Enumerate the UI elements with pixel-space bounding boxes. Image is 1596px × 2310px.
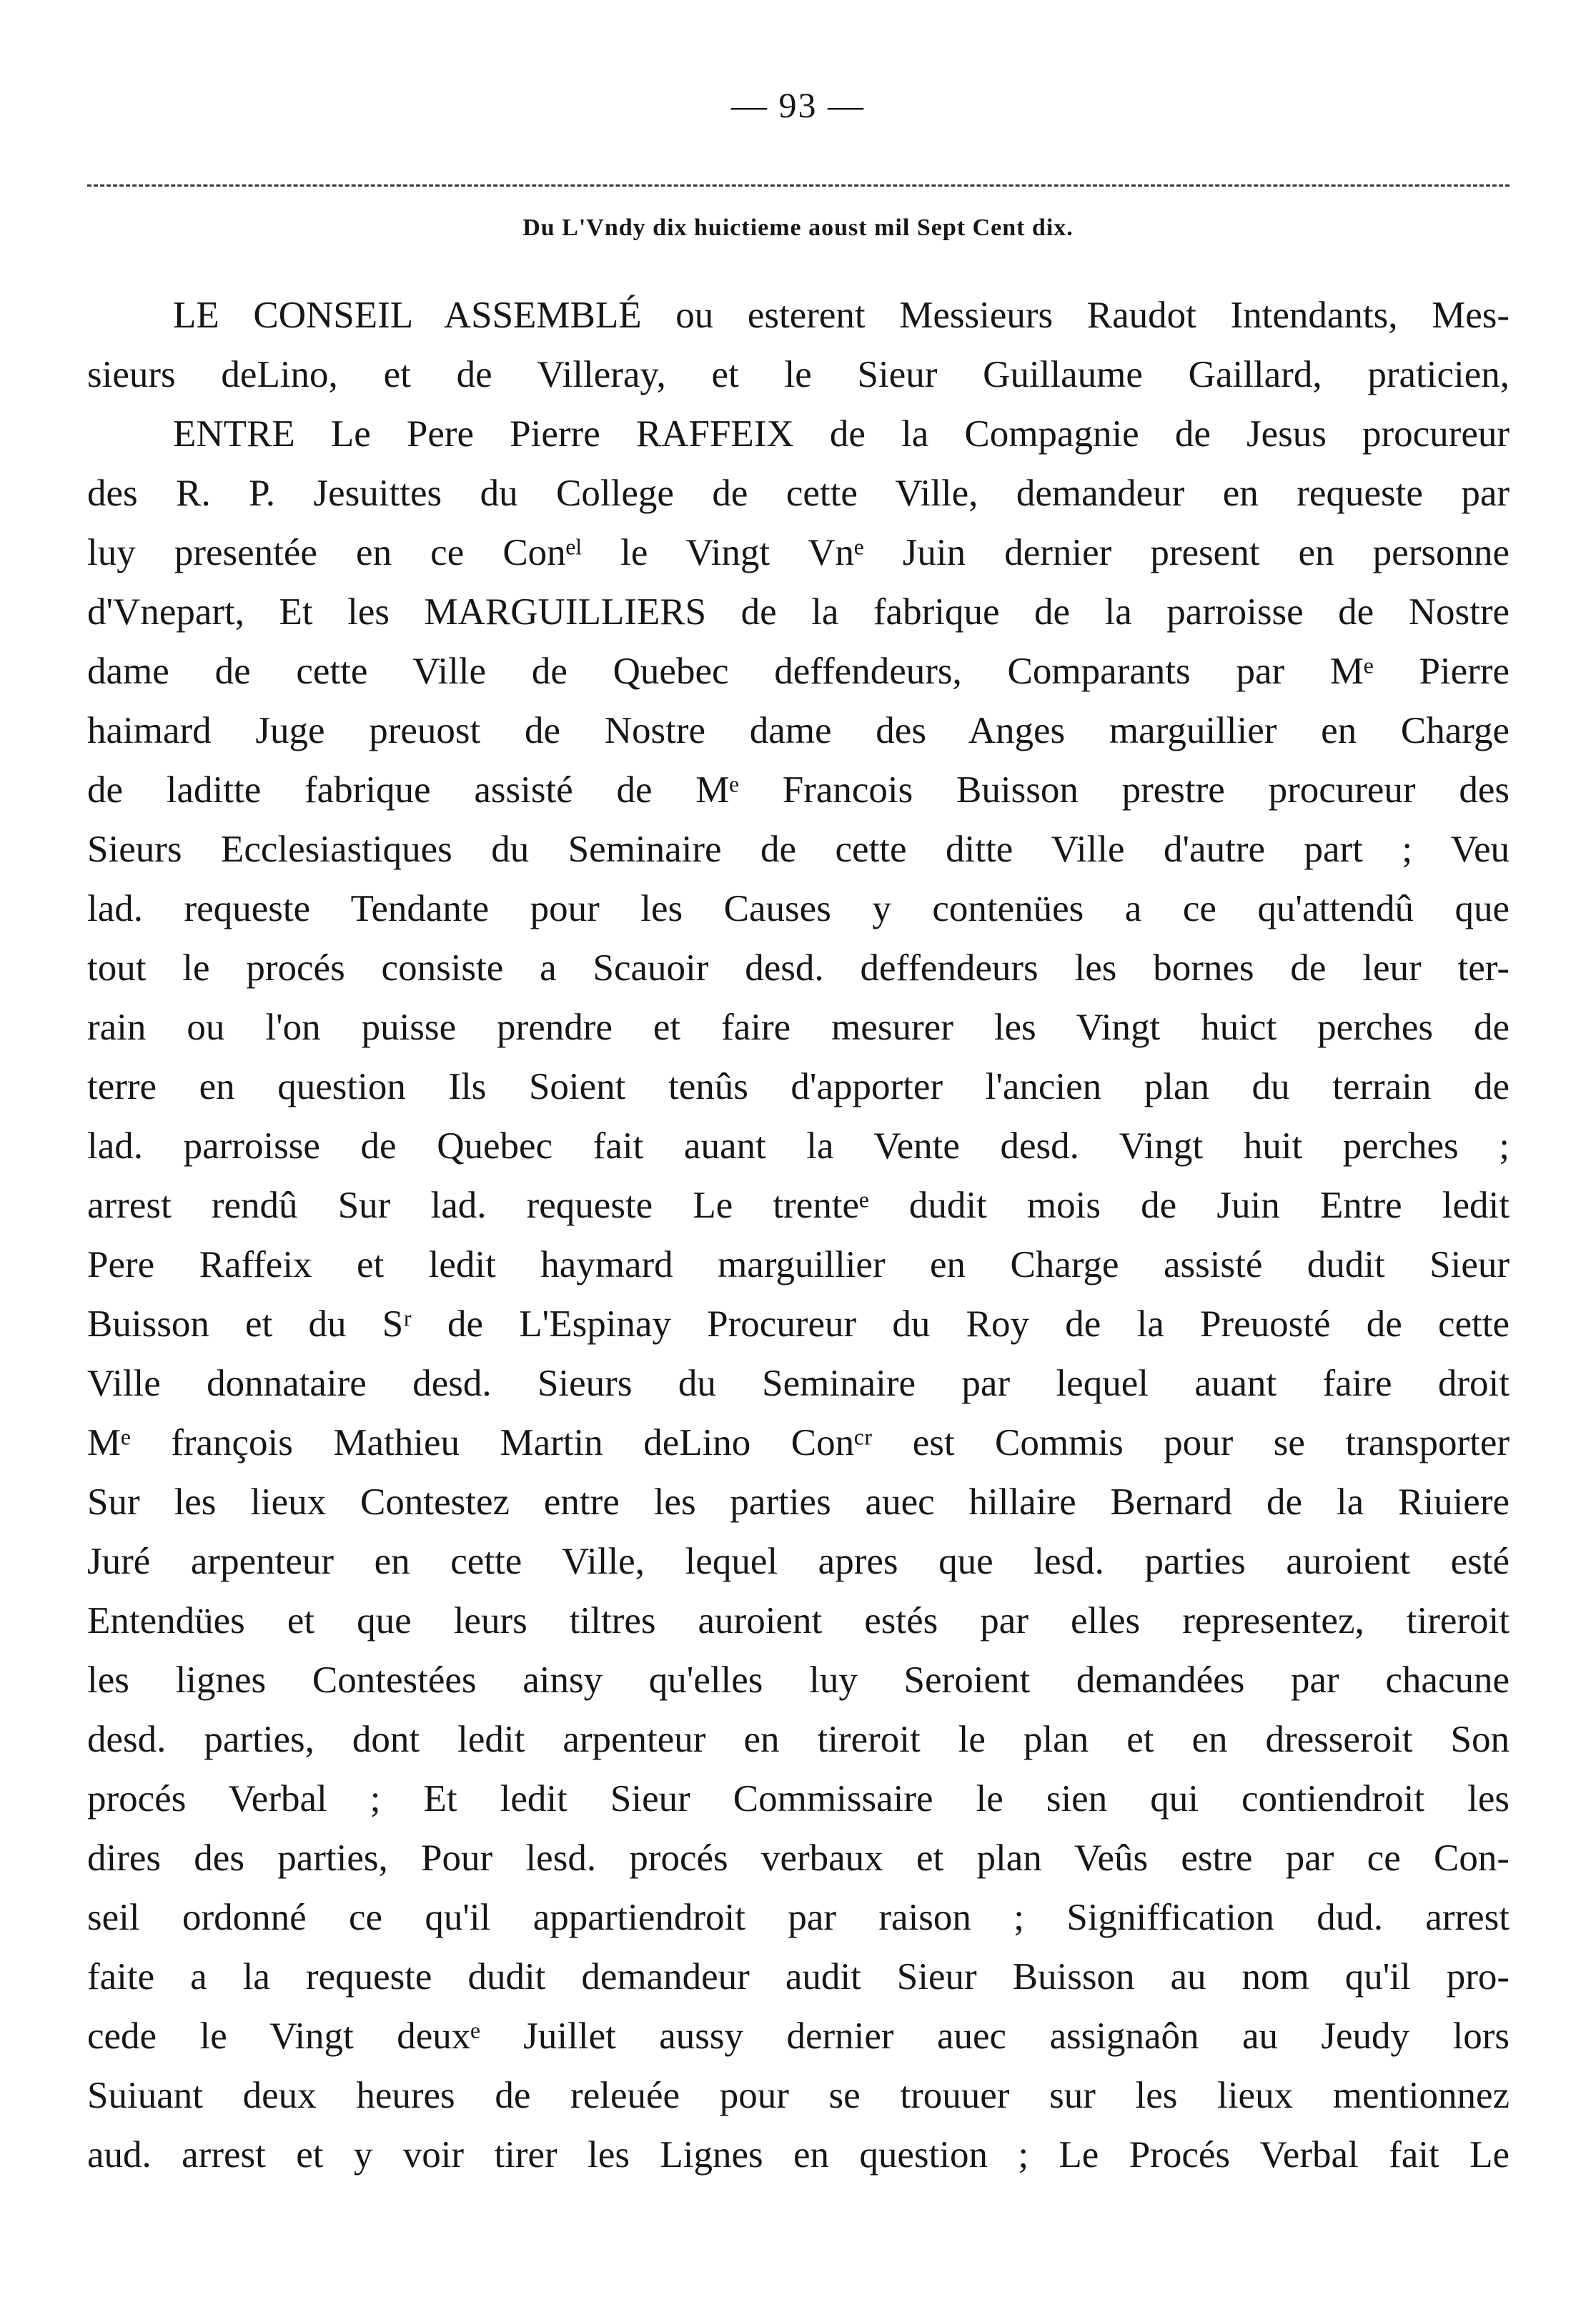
text-line: d'Vnepart, Et les MARGUILLIERS de la fabrique de la parroisse de Nostre xyxy=(87,591,1510,633)
text-line: tout le procés consiste a Scauoir desd. deffendeurs les bornes de leur ter- xyxy=(87,947,1510,989)
text-line: aud. arrest et y voir tirer les Lignes en question ; Le Procés Verbal fait Le xyxy=(87,2134,1510,2176)
body-text xyxy=(87,286,1510,2185)
text-line: Mᵉ françois Mathieu Martin deLino Conᶜʳ est Commis pour se transporter xyxy=(87,1422,1510,1464)
text-line: rain ou l'on puisse prendre et faire mesurer les Vingt huict perches de xyxy=(87,1007,1510,1048)
text-line: de laditte fabrique assisté de Mᵉ Francois Buisson prestre procureur des xyxy=(87,769,1510,811)
text-line: ENTRE Le Pere Pierre RAFFEIX de la Compagnie de Jesus procureur xyxy=(173,413,1510,455)
text-line: Buisson et du Sʳ de L'Espinay Procureur du Roy de la Preuosté de cette xyxy=(87,1303,1510,1345)
separator-rule xyxy=(87,184,1510,187)
text-line: sieurs deLino, et de Villeray, et le Sieur Guillaume Gaillard, praticien, xyxy=(87,354,1510,395)
text-line: desd. parties, dont ledit arpenteur en tireroit le plan et en dresseroit Son xyxy=(87,1719,1510,1760)
text-line: haimard Juge preuost de Nostre dame des Anges marguillier en Charge xyxy=(87,710,1510,751)
text-line: Pere Raffeix et ledit haymard marguillier en Charge assisté dudit Sieur xyxy=(87,1244,1510,1285)
text-line: seil ordonné ce qu'il appartiendroit par raison ; Signiffication dud. arrest xyxy=(87,1897,1510,1938)
text-line: Sieurs Ecclesiastiques du Seminaire de cette ditte Ville d'autre part ; Veu xyxy=(87,829,1510,870)
text-line: lad. parroisse de Quebec fait auant la Vente desd. Vingt huit perches ; xyxy=(87,1125,1510,1167)
text-line: Juré arpenteur en cette Ville, lequel apres que lesd. parties auroient esté xyxy=(87,1541,1510,1582)
text-line: procés Verbal ; Et ledit Sieur Commissaire le sien qui contiendroit les xyxy=(87,1778,1510,1820)
text-line: lad. requeste Tendante pour les Causes y contenües a ce qu'attendû que xyxy=(87,888,1510,929)
text-line: Sur les lieux Contestez entre les parties auec hillaire Bernard de la Riuiere xyxy=(87,1481,1510,1523)
text-line: Suiuant deux heures de releuée pour se trouuer sur les lieux mentionnez xyxy=(87,2075,1510,2116)
text-line: dame de cette Ville de Quebec deffendeurs, Comparants par Mᵉ Pierre xyxy=(87,651,1510,692)
text-line: LE CONSEIL ASSEMBLÉ ou esterent Messieurs Raudot Intendants, Mes- xyxy=(173,295,1510,336)
text-line: faite a la requeste dudit demandeur audit Sieur Buisson au nom qu'il pro- xyxy=(87,1956,1510,1998)
text-line: Entendües et que leurs tiltres auroient estés par elles representez, tireroit xyxy=(87,1600,1510,1642)
text-line: luy presentée en ce Conᵉˡ le Vingt Vnᵉ Juin dernier present en personne xyxy=(87,532,1510,573)
text-line: les lignes Contestées ainsy qu'elles luy Seroient demandées par chacune xyxy=(87,1659,1510,1701)
page-number: — 93 — xyxy=(731,85,865,125)
text-line: arrest rendû Sur lad. requeste Le trenteᵉ dudit mois de Juin Entre ledit xyxy=(87,1185,1510,1226)
entry-header: Du L'Vndy dix huictieme aoust mil Sept Cent dix. xyxy=(522,214,1074,241)
text-line: Ville donnataire desd. Sieurs du Seminaire par lequel auant faire droit xyxy=(87,1363,1510,1404)
text-line: des R. P. Jesuittes du College de cette Ville, demandeur en requeste par xyxy=(87,473,1510,514)
text-line: terre en question Ils Soient tenûs d'apporter l'ancien plan du terrain de xyxy=(87,1066,1510,1107)
text-line: cede le Vingt deuxᵉ Juillet aussy dernier auec assignaôn au Jeudy lors xyxy=(87,2015,1510,2057)
text-line: dires des parties, Pour lesd. procés verbaux et plan Veûs estre par ce Con- xyxy=(87,1837,1510,1879)
